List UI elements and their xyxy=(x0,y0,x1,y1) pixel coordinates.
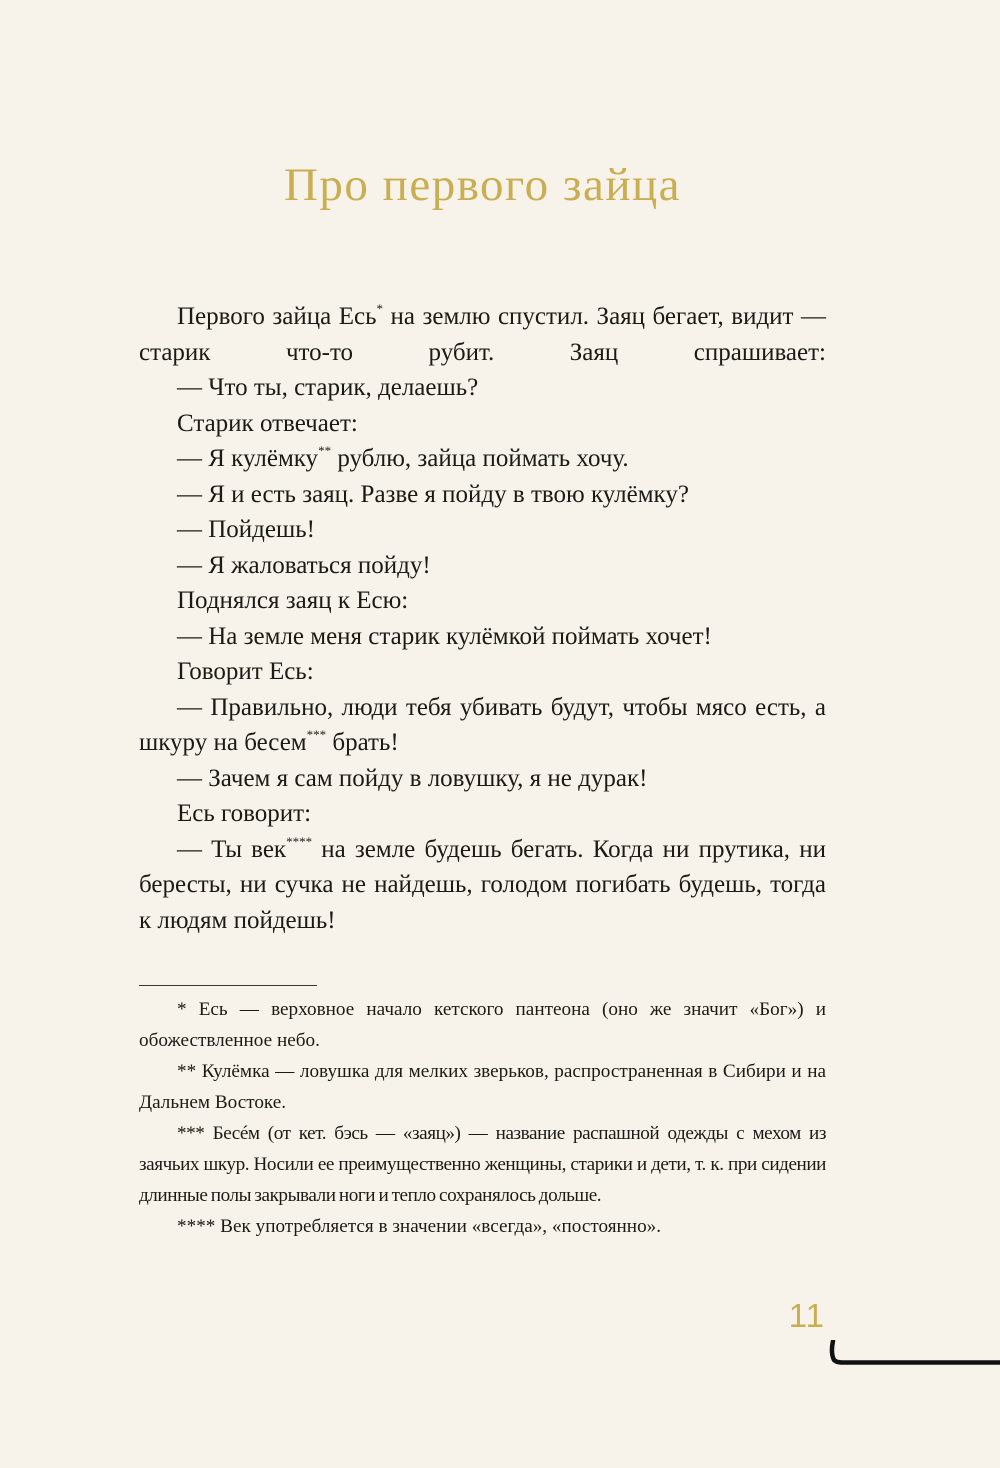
story-paragraph: — Что ты, старик, делаешь? xyxy=(177,374,479,401)
page-number: 11 xyxy=(788,1297,825,1334)
story-paragraph: Говорит Есь: xyxy=(177,658,314,685)
footnote: **** Век употребляется в значении «всегда», «постоянно». xyxy=(177,1216,662,1237)
story-paragraph: Первого зайца Есь* на землю спустил. Заяц бегает, видит — старик что-то рубит. Заяц спрашивает: xyxy=(139,301,826,366)
footnote-marker: ** xyxy=(318,443,332,458)
footnote-marker: * xyxy=(376,301,384,316)
story-paragraph: Поднялся заяц к Есю: xyxy=(177,587,409,614)
story-paragraph: — Правильно, люди тебя убивать будут, чтобы мясо есть, а шкуру на бесем*** брать! xyxy=(139,693,826,756)
page-title: Про первого зайца xyxy=(283,159,682,211)
corner-bracket-mark xyxy=(828,1340,1000,1366)
story-text xyxy=(139,299,826,938)
footnote-divider xyxy=(139,985,317,986)
story-paragraph: — Ты век**** на земле будешь бегать. Когда ни прутика, ни бересты, ни сучка не найдешь, голодом погибать будешь, тогда к людям пойдешь! xyxy=(139,833,826,934)
footnote: * Есь — верховное начало кетского пантеона (оно же значит «Бог») и обожествленное небо. xyxy=(139,999,826,1051)
story-paragraph: — Я кулёмку** рублю, зайца поймать хочу. xyxy=(177,443,629,472)
footnote-marker: *** xyxy=(306,727,327,742)
footnote: ** Кулёмка — ловушка для мелких зверьков, распространенная в Сибири и на Дальнем Востоке. xyxy=(139,1061,826,1113)
story-paragraph: — На земле меня старик кулёмкой поймать хочет! xyxy=(177,622,712,650)
footnotes xyxy=(139,994,826,1242)
footnote: *** Бесéм (от кет. бэсь — «заяц») — название распашной одежды с мехом из заячьих шкур. Носили ее преимущественно женщины, старики и дети, т. к. при сидении длинные полы закрывали ноги и тепло сохранялось дольше. xyxy=(139,1123,826,1206)
story-paragraph: Есь говорит: xyxy=(177,800,312,827)
story-paragraph: Старик отвечает: xyxy=(177,409,358,437)
story-paragraph: — Я и есть заяц. Разве я пойду в твою кулёмку? xyxy=(177,480,689,508)
story-paragraph: — Зачем я сам пойду в ловушку, я не дурак! xyxy=(177,764,648,792)
story-paragraph: — Я жаловаться пойду! xyxy=(177,551,431,579)
footnote-marker: **** xyxy=(286,833,313,849)
story-paragraph: — Пойдешь! xyxy=(177,516,315,543)
